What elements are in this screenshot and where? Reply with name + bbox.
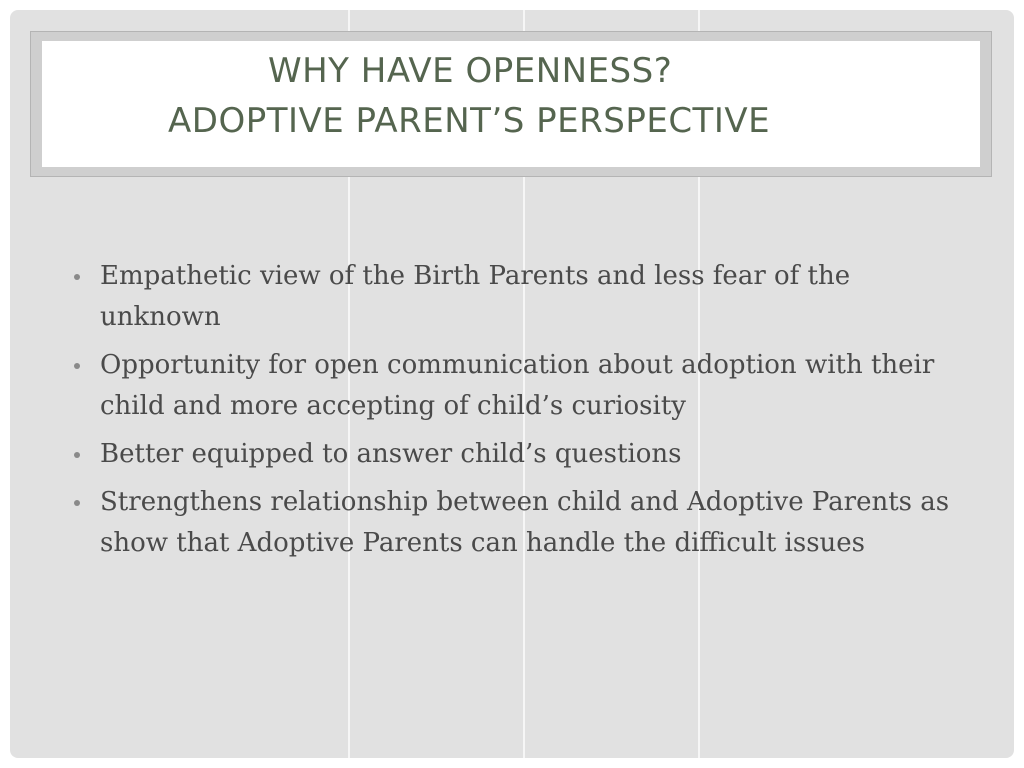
- title-frame: [30, 31, 992, 177]
- bullet-item: [74, 345, 974, 427]
- bullet-text: Strengthens relationship between child and Adoptive Parents as show that Adoptive Parents can handle the difficult issues: [100, 487, 950, 558]
- bullet-text: Empathetic view of the Birth Parents and less fear of the unknown: [100, 261, 851, 332]
- bullet-text: Opportunity for open communication about adoption with their child and more accepting of child’s curiosity: [100, 350, 935, 421]
- bullet-dot-icon: [74, 452, 80, 458]
- bullet-dot-icon: [74, 363, 80, 369]
- bullet-dot-icon: [74, 500, 80, 506]
- bullet-list: [74, 256, 974, 571]
- slide-title-line-1: WHY HAVE OPENNESS?: [268, 51, 673, 91]
- slide-title-line-2: ADOPTIVE PARENT’S PERSPECTIVE: [168, 101, 771, 141]
- title-box: [42, 41, 980, 167]
- bullet-text: Better equipped to answer child’s questions: [100, 439, 682, 469]
- bullet-item: [74, 434, 974, 475]
- slide: [10, 10, 1014, 758]
- bullet-item: [74, 482, 974, 564]
- bullet-item: [74, 256, 974, 338]
- bullet-dot-icon: [74, 274, 80, 280]
